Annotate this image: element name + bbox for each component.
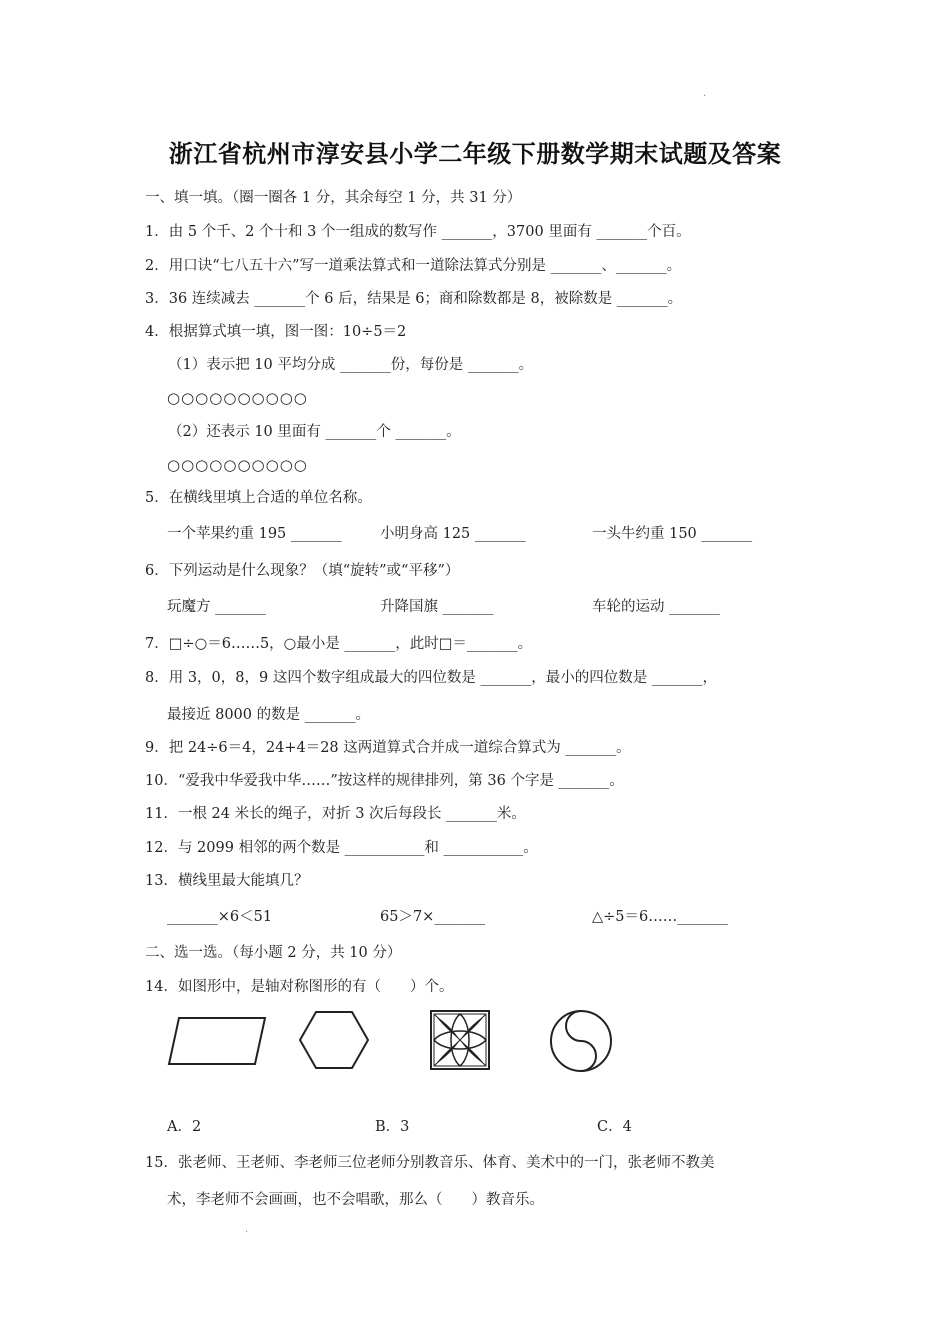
question-3: 3．36 连续减去 _______个 6 后，结果是 6；商和除数都是 8，被除数是 _______。 [145,291,683,307]
question-5: 5．在横线里填上合适的单位名称。 [145,490,372,506]
question-4-part-2: （2）还表示 10 里面有 _______个 _______。 [168,424,461,440]
question-11: 11．一根 24 米长的绳子，对折 3 次后每段长 _______米。 [145,806,526,822]
question-9: 9．把 24÷6＝4，24+4＝28 这两道算式合并成一道综合算式为 _______。 [145,740,631,756]
question-5-height: 小明身高 125 _______ [380,526,526,542]
yin-yang-shape [548,1008,614,1074]
option-c: C．4 [597,1119,632,1135]
question-15-continued: 术，李老师不会画画，也不会唱歌，那么（ ）教音乐。 [167,1192,544,1208]
question-6-flag: 升降国旗 _______ [380,599,494,615]
question-6-cube: 玩魔方 _______ [167,599,266,615]
option-a: A．2 [167,1119,202,1135]
question-2: 2．用口诀“七八五十六”写一道乘法算式和一道除法算式分别是 _______、_______。 [145,258,682,274]
question-13: 13．横线里最大能填几？ [145,873,309,889]
circle-row-2: ○○○○○○○○○○ [167,456,308,474]
question-13-c: △÷5＝6……_______ [592,909,729,925]
decorative-dot: . [245,1224,249,1235]
question-14: 14．如图形中，是轴对称图形的有（ ）个。 [145,979,454,995]
question-8: 8．用 3，0，8，9 这四个数字组成最大的四位数是 _______，最小的四位数是 _______， [145,670,718,686]
question-6-wheel: 车轮的运动 _______ [592,599,720,615]
question-4-part-1: （1）表示把 10 平均分成 _______份，每份是 _______。 [168,357,534,373]
page-title: 浙江省杭州市淳安县小学二年级下册数学期末试题及答案 [168,140,782,168]
question-13-a: _______×6＜51 [167,909,273,925]
option-b: B．3 [375,1119,410,1135]
square-petal-shape [428,1008,492,1072]
circle-row-1: ○○○○○○○○○○ [167,389,308,407]
question-4: 4．根据算式填一填，图一图：10÷5＝2 [145,324,407,340]
section-2-heading: 二、选一选。（每小题 2 分，共 10 分） [145,945,402,961]
question-13-b: 65＞7×_______ [380,909,486,925]
decorative-dot: . [703,88,707,99]
question-1: 1．由 5 个千、2 个十和 3 个一组成的数写作 _______，3700 里面有 _______个百。 [145,224,691,240]
question-15: 15．张老师、王老师、李老师三位老师分别教音乐、体育、美术中的一门，张老师不教美 [145,1155,715,1171]
question-10: 10．“爱我中华爱我中华……”按这样的规律排列，第 36 个字是 _______。 [145,773,624,789]
question-5-apple: 一个苹果约重 195 _______ [167,526,342,542]
parallelogram-shape [165,1012,271,1068]
hexagon-shape [298,1008,370,1072]
question-7: 7．□÷○＝6……5，○最小是 _______，此时□＝_______。 [145,636,533,652]
question-12: 12．与 2099 相邻的两个数是 ___________和 ___________。 [145,840,538,856]
question-6: 6．下列运动是什么现象？（填“旋转”或“平移”） [145,563,460,579]
section-1-heading: 一、填一填。（圈一圈各 1 分，其余每空 1 分，共 31 分） [145,190,522,206]
question-5-cow: 一头牛约重 150 _______ [592,526,753,542]
question-8-continued: 最接近 8000 的数是 _______。 [167,707,370,723]
